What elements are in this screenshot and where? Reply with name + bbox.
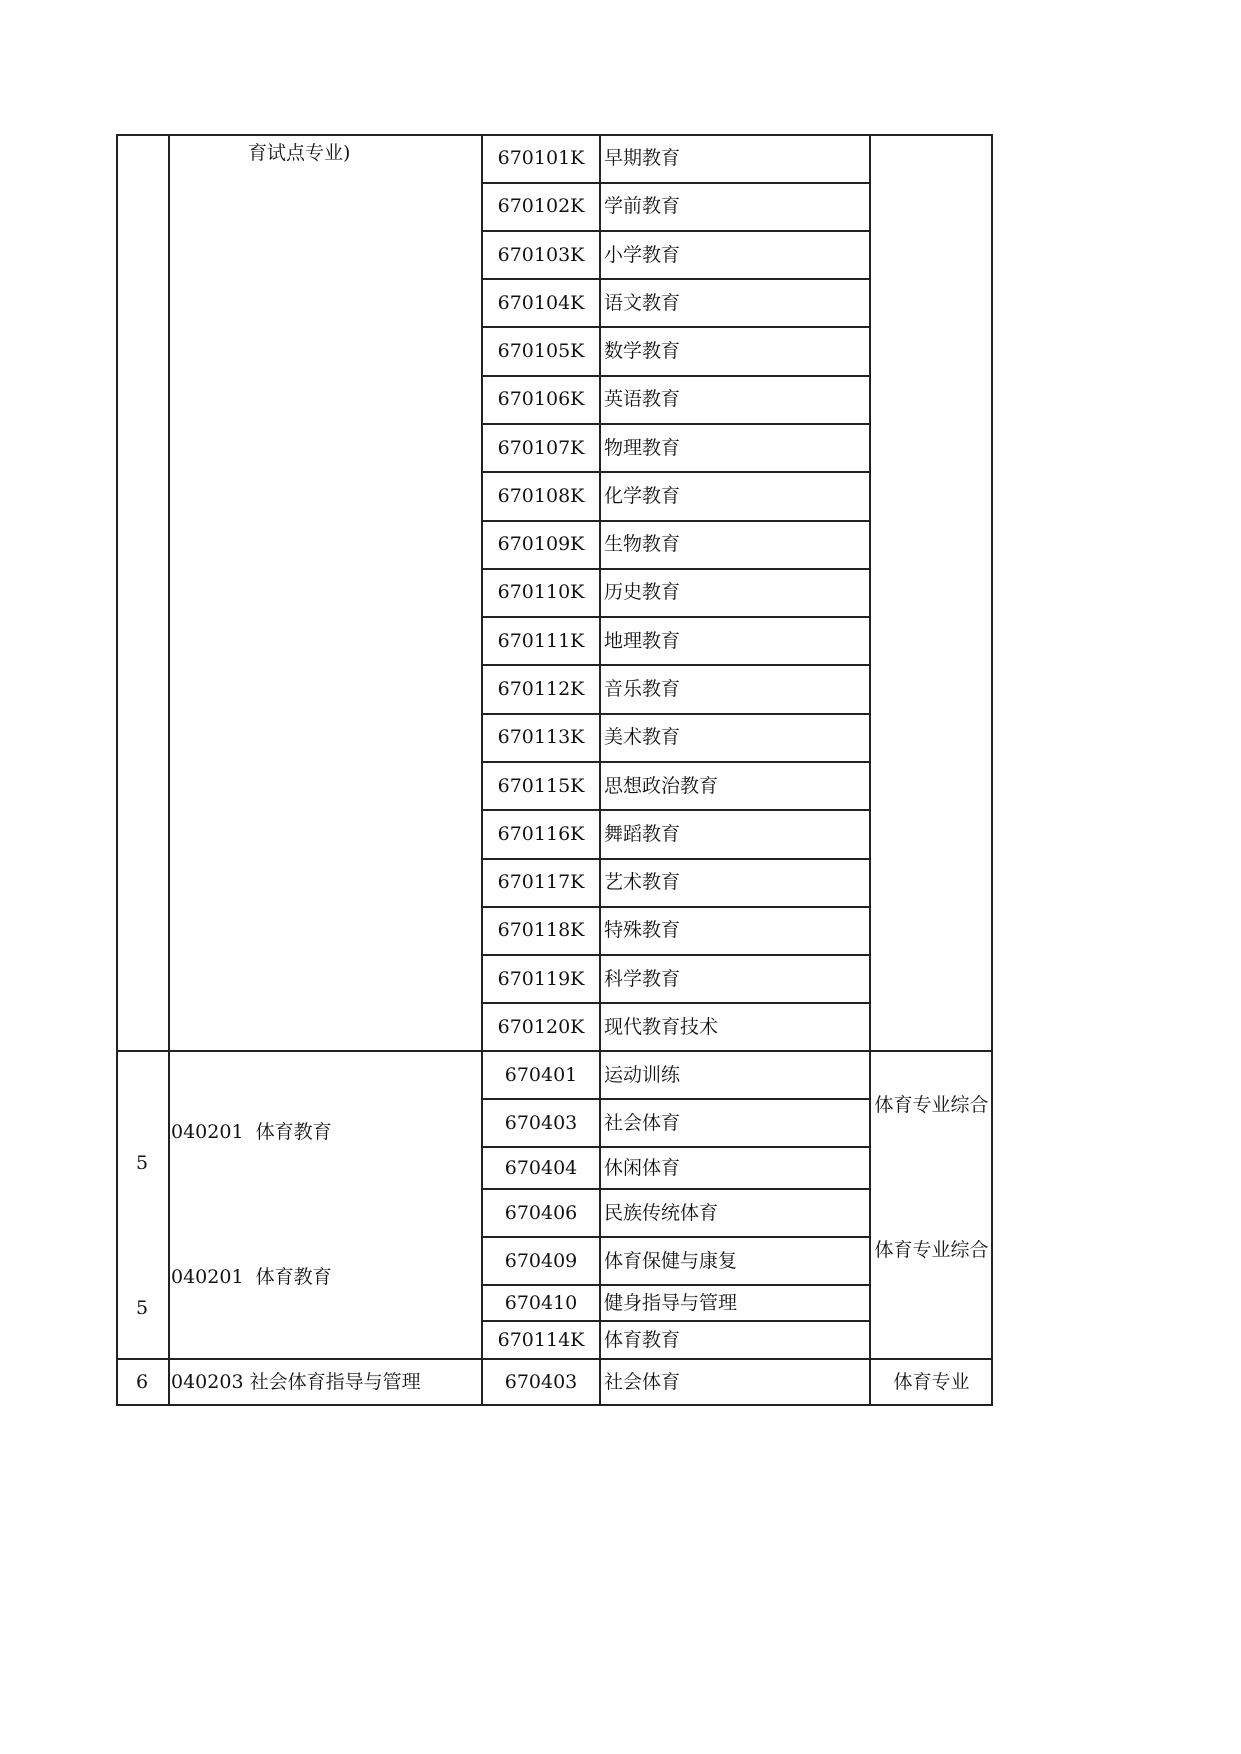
row-divider (481, 761, 871, 763)
exam-subject: 体育专业综合 (874, 1094, 989, 1116)
major-code: 670404 (504, 1157, 578, 1179)
major-name: 健身指导与管理 (604, 1292, 738, 1314)
row-divider (481, 616, 871, 618)
sequence-number: 5 (136, 1297, 149, 1319)
major-name: 体育保健与康复 (604, 1250, 738, 1272)
row-divider (481, 568, 871, 570)
major-name: 社会体育 (604, 1371, 681, 1393)
major-name: 体育教育 (604, 1329, 681, 1351)
major-code: 670406 (504, 1202, 578, 1224)
major-code: 670115K (497, 775, 585, 797)
row-divider (481, 1320, 871, 1322)
major-code: 670104K (497, 292, 585, 314)
major-name: 化学教育 (604, 485, 681, 507)
major-code: 670119K (497, 968, 585, 990)
major-name: 思想政治教育 (604, 775, 719, 797)
major-name: 生物教育 (604, 533, 681, 555)
major-code: 670110K (497, 581, 585, 603)
row-divider (481, 1146, 871, 1148)
row-divider (481, 182, 871, 184)
major-name: 学前教育 (604, 195, 681, 217)
row-divider (481, 954, 871, 956)
major-name: 语文教育 (604, 292, 681, 314)
column-divider-name (869, 134, 871, 1405)
row-divider (481, 520, 871, 522)
row-divider (481, 906, 871, 908)
sequence-number: 6 (136, 1371, 149, 1393)
major-code: 670403 (504, 1112, 578, 1134)
major-code: 670410 (504, 1292, 578, 1314)
section-divider (116, 1358, 993, 1360)
row-divider (481, 326, 871, 328)
major-name: 艺术教育 (604, 871, 681, 893)
row-divider (481, 1098, 871, 1100)
row-divider (481, 1188, 871, 1190)
undergraduate-major: 040203 社会体育指导与管理 (171, 1371, 421, 1393)
major-code: 670116K (497, 823, 585, 845)
major-name: 舞蹈教育 (604, 823, 681, 845)
major-code: 670106K (497, 388, 585, 410)
major-name: 民族传统体育 (604, 1202, 719, 1224)
major-code: 670403 (504, 1371, 578, 1393)
row-divider (481, 1002, 871, 1004)
sequence-number: 5 (136, 1152, 149, 1174)
major-code: 670112K (497, 678, 585, 700)
table-border-left (116, 134, 118, 1405)
row-divider (481, 375, 871, 377)
major-code: 670107K (497, 437, 585, 459)
major-name: 休闲体育 (604, 1157, 681, 1179)
exam-subject: 体育专业综合 (874, 1239, 989, 1261)
exam-subject: 体育专业 (893, 1371, 970, 1393)
table-border-bottom (116, 1404, 993, 1406)
major-code: 670401 (504, 1064, 578, 1086)
major-code: 670120K (497, 1016, 585, 1038)
major-name: 早期教育 (604, 147, 681, 169)
row-divider (481, 471, 871, 473)
major-code: 670111K (497, 630, 585, 652)
row-divider (481, 858, 871, 860)
major-code: 670409 (504, 1250, 578, 1272)
row-divider (481, 713, 871, 715)
major-name: 美术教育 (604, 726, 681, 748)
major-code: 670117K (497, 871, 585, 893)
major-name: 运动训练 (604, 1064, 681, 1086)
major-name: 音乐教育 (604, 678, 681, 700)
major-name: 现代教育技术 (604, 1016, 719, 1038)
major-code: 670113K (497, 726, 585, 748)
major-name: 数学教育 (604, 340, 681, 362)
row-divider (481, 423, 871, 425)
major-code: 670114K (497, 1329, 585, 1351)
row-divider (481, 230, 871, 232)
table-border-right (991, 134, 993, 1405)
row-divider (481, 1236, 871, 1238)
major-code: 670109K (497, 533, 585, 555)
major-code: 670105K (497, 340, 585, 362)
major-name: 地理教育 (604, 630, 681, 652)
column-divider-seq (168, 134, 170, 1405)
major-code: 670108K (497, 485, 585, 507)
row-divider (481, 278, 871, 280)
major-name: 特殊教育 (604, 919, 681, 941)
section-divider (116, 1050, 993, 1052)
major-code: 670118K (497, 919, 585, 941)
major-code: 670103K (497, 244, 585, 266)
row-divider (481, 664, 871, 666)
major-code: 670101K (497, 147, 585, 169)
major-name: 物理教育 (604, 437, 681, 459)
major-name: 英语教育 (604, 388, 681, 410)
row-divider (481, 1284, 871, 1286)
major-code: 670102K (497, 195, 585, 217)
major-name: 社会体育 (604, 1112, 681, 1134)
major-name: 历史教育 (604, 581, 681, 603)
undergraduate-major: 040201 体育教育 (171, 1266, 332, 1288)
undergraduate-major: 040201 体育教育 (171, 1121, 332, 1143)
row-divider (481, 809, 871, 811)
table-border-top (116, 134, 993, 136)
major-name: 小学教育 (604, 244, 681, 266)
major-name: 科学教育 (604, 968, 681, 990)
major-name-continued: 育试点专业) (248, 142, 351, 164)
